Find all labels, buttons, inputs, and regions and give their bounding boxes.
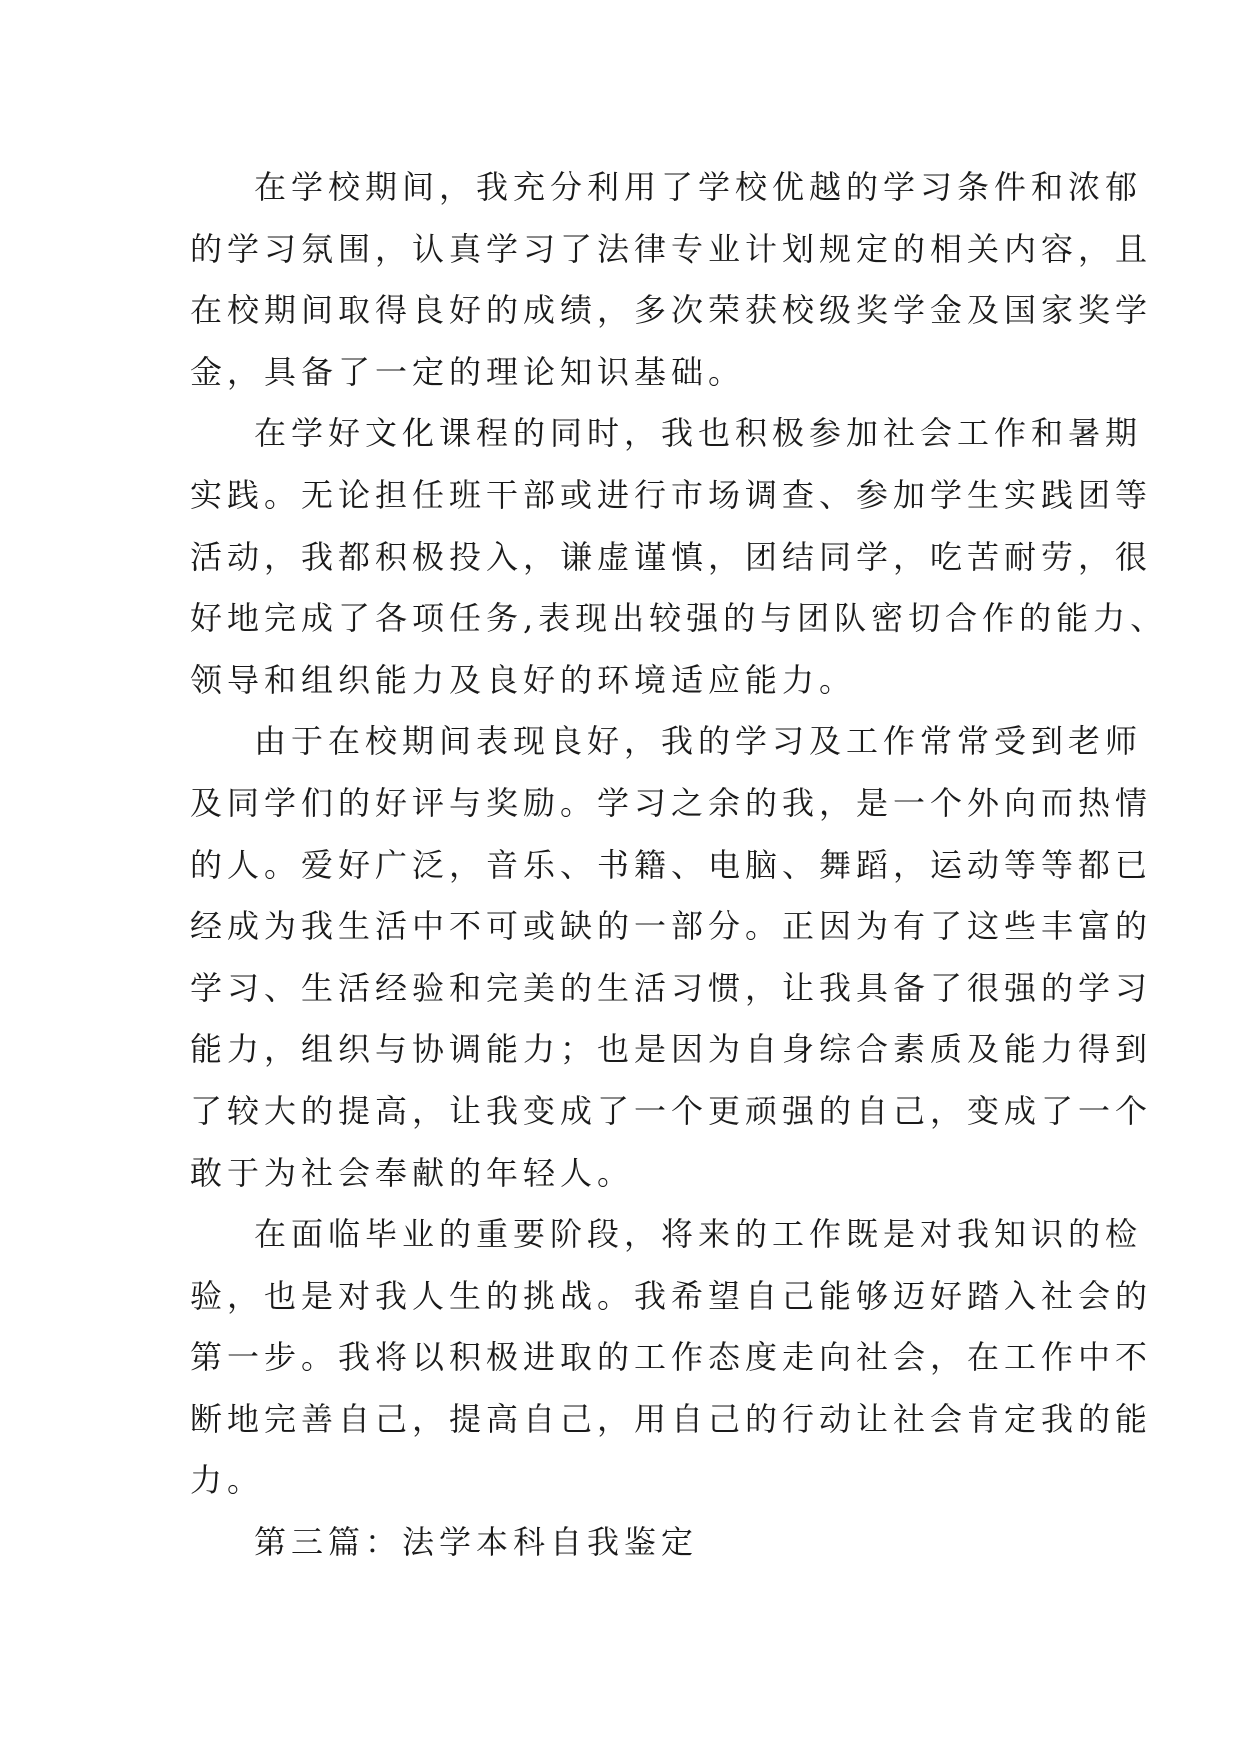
text-line: 经成为我生活中不可或缺的一部分。正因为有了这些丰富的: [190, 907, 1153, 946]
section-heading: [190, 1512, 1050, 1574]
paragraph-study: [190, 157, 1153, 403]
text-line: 在面临毕业的重要阶段，将来的工作既是对我知识的检: [254, 1215, 1143, 1254]
text-line: 力。: [190, 1461, 265, 1500]
text-line: 在学校期间，我充分利用了学校优越的学习条件和浓郁: [254, 168, 1143, 206]
text-line: 第三篇：法学本科自我鉴定: [254, 1523, 699, 1562]
text-line: 学习、生活经验和完美的生活习惯，让我具备了很强的学习: [190, 968, 1153, 1007]
text-line: 了较大的提高，让我变成了一个更顽强的自己，变成了一个: [190, 1091, 1153, 1130]
text-line: 的人。爱好广泛，音乐、书籍、电脑、舞蹈，运动等等都已: [190, 845, 1153, 884]
paragraph-practice: [190, 403, 1168, 711]
text-line: 实践。无论担任班干部或进行市场调查、参加学生实践团等: [190, 475, 1153, 514]
text-line: 的学习氛围，认真学习了法律专业计划规定的相关内容，且: [190, 229, 1153, 268]
text-line: 能力，组织与协调能力；也是因为自身综合素质及能力得到: [190, 1030, 1153, 1069]
paragraph-graduation: [190, 1204, 1153, 1512]
text-line: 断地完善自己，提高自己，用自己的行动让社会肯定我的能: [190, 1399, 1153, 1438]
paragraph-performance: [190, 711, 1153, 1204]
text-line: 在校期间取得良好的成绩，多次荣获校级奖学金及国家奖学: [190, 291, 1153, 330]
document-body: [190, 157, 1168, 1574]
text-line: 验，也是对我人生的挑战。我希望自己能够迈好踏入社会的: [190, 1276, 1153, 1315]
text-line: 第一步。我将以积极进取的工作态度走向社会，在工作中不: [190, 1338, 1153, 1377]
text-line: 敢于为社会奉献的年轻人。: [190, 1153, 635, 1192]
text-line: 由于在校期间表现良好，我的学习及工作常常受到老师: [254, 722, 1143, 761]
text-line: 金，具备了一定的理论知识基础。: [190, 352, 746, 391]
text-line: 在学好文化课程的同时，我也积极参加社会工作和暑期: [254, 414, 1143, 453]
text-line: 领导和组织能力及良好的环境适应能力。: [190, 660, 857, 699]
text-line: 活动，我都积极投入，谦虚谨慎，团结同学，吃苦耐劳，很: [190, 537, 1153, 576]
text-line: 及同学们的好评与奖励。学习之余的我，是一个外向而热情: [190, 783, 1153, 822]
text-line: 好地完成了各项任务,表现出较强的与团队密切合作的能力、: [190, 599, 1168, 638]
